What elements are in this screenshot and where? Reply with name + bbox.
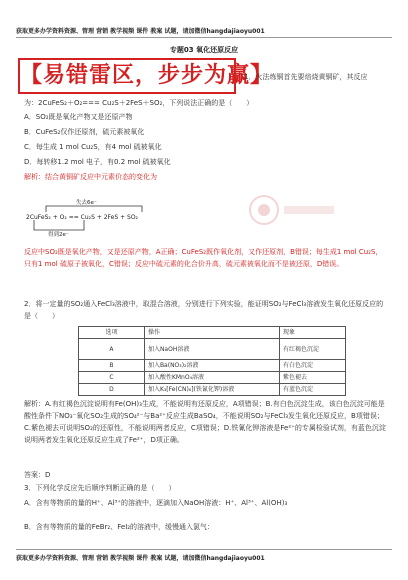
table-cell: 加入K₃[Fe(CN)₆](铁氰化钾)溶液 — [144, 384, 279, 396]
table-header-cell: 现象 — [280, 327, 346, 339]
header-divider — [16, 37, 392, 38]
q1-analysis-body: 反应中SO₂既是氧化产物，又是还原产物，A正确；CuFeS₂既作氧化剂，又作还原剂，B错误；每生成1 mol Cu₂S，只有1 mol 硫原子被氧化，C错误；反应中硫元素的化合价升高，硫元素被氧化而不是被还原，D错误。 — [24, 248, 383, 268]
q3-stem: 3．下列化学反应先后顺序判断正确的是（ ） — [24, 484, 176, 492]
reagent-table — [78, 326, 346, 396]
q3-option-b: B．含有等物质的量的FeBr₂、FeI₂的溶液中，缓慢通入氯气： — [24, 523, 215, 531]
diagram-top-label: 失去6e⁻ — [76, 200, 97, 206]
header-notice: 获取更多办学资料资源、管理 营销 教学视频 课件 教案 试题，请加微信hangdajiaoyu001 — [16, 28, 265, 35]
q2-stem: 2．将一定量的SO₂通入FeCl₃溶液中，取混合溶液，分别进行下列实验，能证明SO₂与FeCl₃溶液发生氧化还原反应的是（ ） — [24, 300, 384, 320]
table-row — [79, 339, 346, 360]
q1-option-b: B．CuFeS₂仅作还原剂，硫元素被氧化 — [24, 128, 145, 136]
q1-option-a: A．SO₂既是氧化产物又是还原产物 — [24, 113, 133, 121]
footer-divider — [16, 549, 392, 550]
table-header-cell: 选项 — [79, 327, 145, 339]
q2-analysis: 解析：A.有红褐色沉淀说明有Fe(OH)₃生成，不能说明有还原反应，A项错误；B.有白色沉淀生成，该白色沉淀可能是酸性条件下NO₃⁻氧化SO₂生成的SO₄²⁻与Ba²⁺反应生成BaSO₄，不能说明SO₂与FeCl₃发生氧化还原反应，B项错误；C.紫色褪去可说明SO₂的还原性，不能说明两者反应，C项错误；D.铁氰化钾溶液是Fe²⁺的专属检验试剂，有蓝色沉淀说明两者发生氧化还原反应生成了Fe²⁺，D项正确。 — [24, 400, 386, 444]
table-cell: 加入Ba(NO₃)₂溶液 — [144, 360, 279, 372]
table-cell: C — [79, 372, 145, 384]
q1-analysis-title: 解析：结合黄铜矿反应中元素价态的变化为 — [24, 173, 157, 181]
watermark-icon — [226, 184, 346, 244]
table-cell: 有白色沉淀 — [280, 360, 346, 372]
table-row — [79, 384, 346, 396]
footer-notice: 获取更多办学资料资源、管理 营销 教学视频 课件 教案 试题，请加微信hangdajiaoyu001 — [16, 555, 265, 562]
table-cell: D — [79, 384, 145, 396]
q1-equation-line: 为：2CuFeS₂＋O₂=== Cu₂S＋2FeS＋SO₂，下列说法正确的是（ ） — [24, 99, 254, 107]
q2-answer: 答案：D — [24, 471, 51, 479]
table-cell: 加入NaOH溶液 — [144, 339, 279, 360]
banner-title: 【易错雷区，步步为赢】 — [18, 58, 236, 94]
diagram-bottom-label: 得到2e⁻ — [48, 232, 69, 238]
q3-option-a: A．含有等物质的量的H⁺、Al³⁺的溶液中，逐滴加入NaOH溶液：H⁺、Al³⁺、Al(OH)₃ — [24, 499, 288, 507]
table-header-row — [79, 327, 346, 339]
table-row — [79, 360, 346, 372]
table-cell: A — [79, 339, 145, 360]
table-cell: 紫色褪去 — [280, 372, 346, 384]
q1-option-d: D．每转移1.2 mol 电子，有0.2 mol 硫被氧化 — [24, 158, 171, 166]
table-row — [79, 372, 346, 384]
table-cell: B — [79, 360, 145, 372]
topic-title: 专题03 氧化还原反应 — [169, 46, 239, 54]
table-cell: 有蓝色沉淀 — [280, 384, 346, 396]
table-header-cell: 操作 — [144, 327, 279, 339]
q1-intro: 1．火法炼铜首先要焙烧黄铜矿，其反应 — [244, 73, 368, 81]
table-cell: 加入酸性KMnO₄溶液 — [144, 372, 279, 384]
watermark-logo — [226, 184, 346, 244]
diagram-equation: 2CuFeS₂ + O₂ == Cu₂S + 2FeS + SO₂ — [26, 214, 138, 221]
electron-transfer-diagram — [24, 200, 174, 238]
q1-option-c: C．每生成 1 mol Cu₂S，有4 mol 硫被氧化 — [24, 143, 162, 151]
table-cell: 有红褐色沉淀 — [280, 339, 346, 360]
